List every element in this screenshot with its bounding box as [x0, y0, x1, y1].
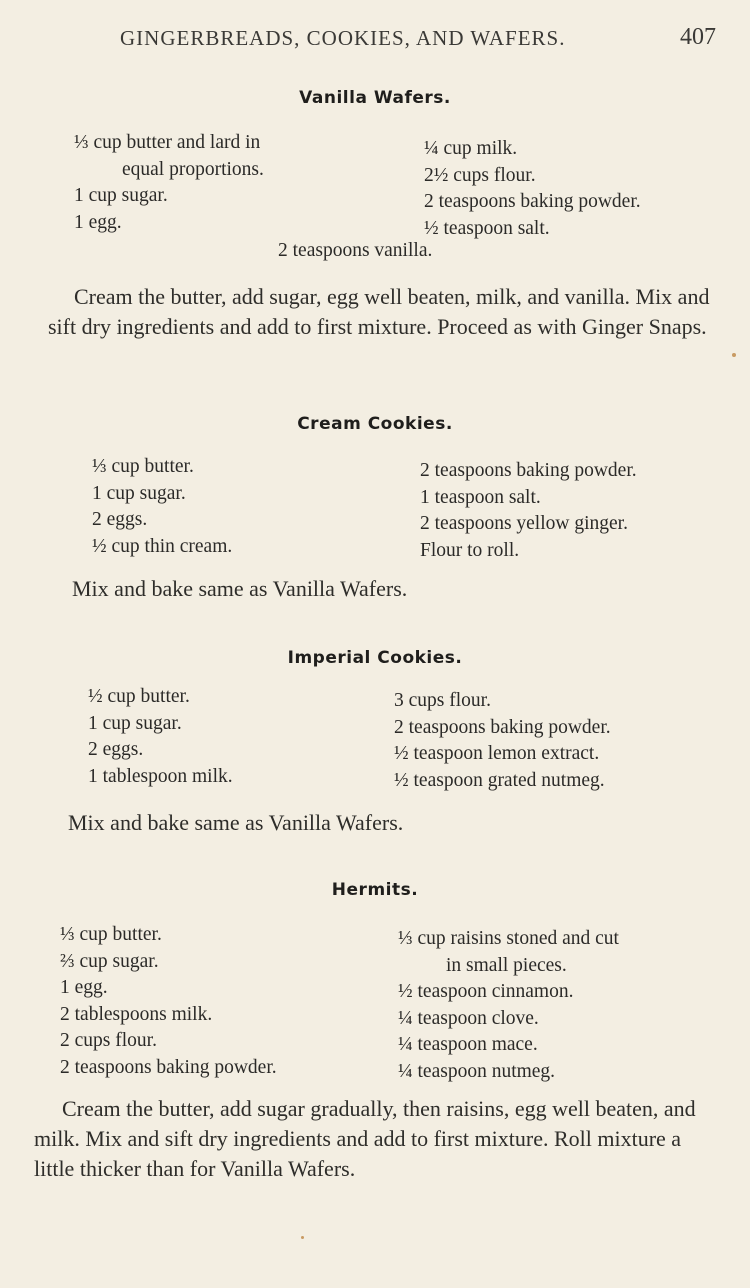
ingredient: ⅓ cup raisins stoned and cut	[398, 928, 619, 949]
recipe-method	[34, 1094, 700, 1184]
ingredients-right	[420, 458, 637, 564]
ingredient: 2 teaspoons vanilla.	[278, 240, 433, 261]
ingredient: equal proportions.	[122, 158, 264, 180]
paper-speck	[301, 1236, 304, 1239]
recipe-method	[68, 808, 708, 838]
ingredient: 1 tablespoon milk.	[88, 765, 233, 787]
recipe-vanilla-wafers	[0, 88, 750, 339]
ingredient: ⅓ cup butter and lard in	[74, 132, 261, 153]
ingredient: ½ teaspoon cinnamon.	[398, 981, 574, 1002]
recipe-method	[48, 282, 716, 342]
ingredient: in small pieces.	[446, 954, 567, 976]
ingredient: ⅓ cup butter.	[60, 924, 162, 945]
ingredient: 2 teaspoons baking powder.	[394, 716, 611, 738]
ingredient: 1 cup sugar.	[74, 185, 168, 206]
ingredient: ½ cup thin cream.	[92, 535, 233, 557]
ingredient: 2 teaspoons baking powder.	[424, 191, 641, 212]
method-text: Cream the butter, add sugar gradually, then raisins, egg well beaten, and milk. Mix and sift dry ingredients and add to first mixture. Roll mixture a little thicker than for Vanilla Wafers.	[34, 1096, 696, 1181]
ingredient: ½ teaspoon salt.	[424, 217, 550, 239]
ingredient: 1 egg.	[74, 211, 122, 233]
paper-speck	[732, 353, 736, 357]
ingredients-right	[394, 688, 611, 794]
ingredient: 2 teaspoons baking powder.	[60, 1056, 277, 1078]
ingredient: ¼ teaspoon nutmeg.	[398, 1060, 556, 1082]
method-text: Mix and bake same as Vanilla Wafers.	[68, 810, 404, 835]
recipe-hermits	[0, 880, 750, 1181]
ingredient: ¼ teaspoon mace.	[398, 1034, 538, 1055]
ingredient: 2 eggs.	[92, 509, 148, 530]
ingredient: 2 tablespoons milk.	[60, 1003, 213, 1025]
ingredient: 1 cup sugar.	[92, 482, 186, 504]
ingredients-right	[424, 136, 641, 242]
recipe-imperial-cookies	[0, 648, 750, 835]
ingredients-left	[74, 130, 264, 236]
ingredients-right	[398, 926, 619, 1085]
running-title: GINGERBREADS, COOKIES, AND WAFERS.	[120, 26, 566, 50]
ingredient: ⅓ cup butter.	[92, 456, 194, 477]
recipe-title: Hermits.	[331, 880, 419, 900]
ingredient: Flour to roll.	[420, 539, 520, 561]
ingredient: ½ cup butter.	[88, 686, 190, 707]
ingredient: 3 cups flour.	[394, 690, 491, 711]
ingredients-left	[92, 454, 232, 560]
recipe-title: Vanilla Wafers.	[299, 88, 451, 108]
method-text: Cream the butter, add sugar, egg well beaten, milk, and vanilla. Mix and sift dry ingredients and add to first mixture. Proceed as with Ginger Snaps.	[48, 284, 710, 339]
recipe-title: Imperial Cookies.	[287, 648, 463, 668]
page-number: 407	[680, 24, 716, 50]
ingredient: ½ teaspoon lemon extract.	[394, 743, 600, 764]
ingredients-left	[60, 922, 277, 1081]
ingredient: ½ teaspoon grated nutmeg.	[394, 769, 605, 791]
ingredient: ¼ cup milk.	[424, 138, 518, 159]
ingredient: 2 cups flour.	[60, 1030, 157, 1051]
method-text: Mix and bake same as Vanilla Wafers.	[72, 576, 408, 601]
ingredient: 2 teaspoons yellow ginger.	[420, 513, 628, 534]
ingredient: 2½ cups flour.	[424, 164, 536, 186]
ingredients-left	[88, 684, 233, 790]
recipe-title: Cream Cookies.	[297, 414, 453, 434]
ingredient: ⅔ cup sugar.	[60, 950, 159, 972]
ingredient: ¼ teaspoon clove.	[398, 1007, 539, 1029]
running-head	[120, 26, 720, 51]
recipe-cream-cookies	[0, 414, 750, 601]
ingredient: 1 teaspoon salt.	[420, 486, 541, 508]
ingredient: 2 eggs.	[88, 739, 144, 760]
ingredient: 1 cup sugar.	[88, 712, 182, 734]
recipe-method	[72, 574, 712, 604]
ingredient: 1 egg.	[60, 977, 108, 998]
ingredient: 2 teaspoons baking powder.	[420, 460, 637, 481]
